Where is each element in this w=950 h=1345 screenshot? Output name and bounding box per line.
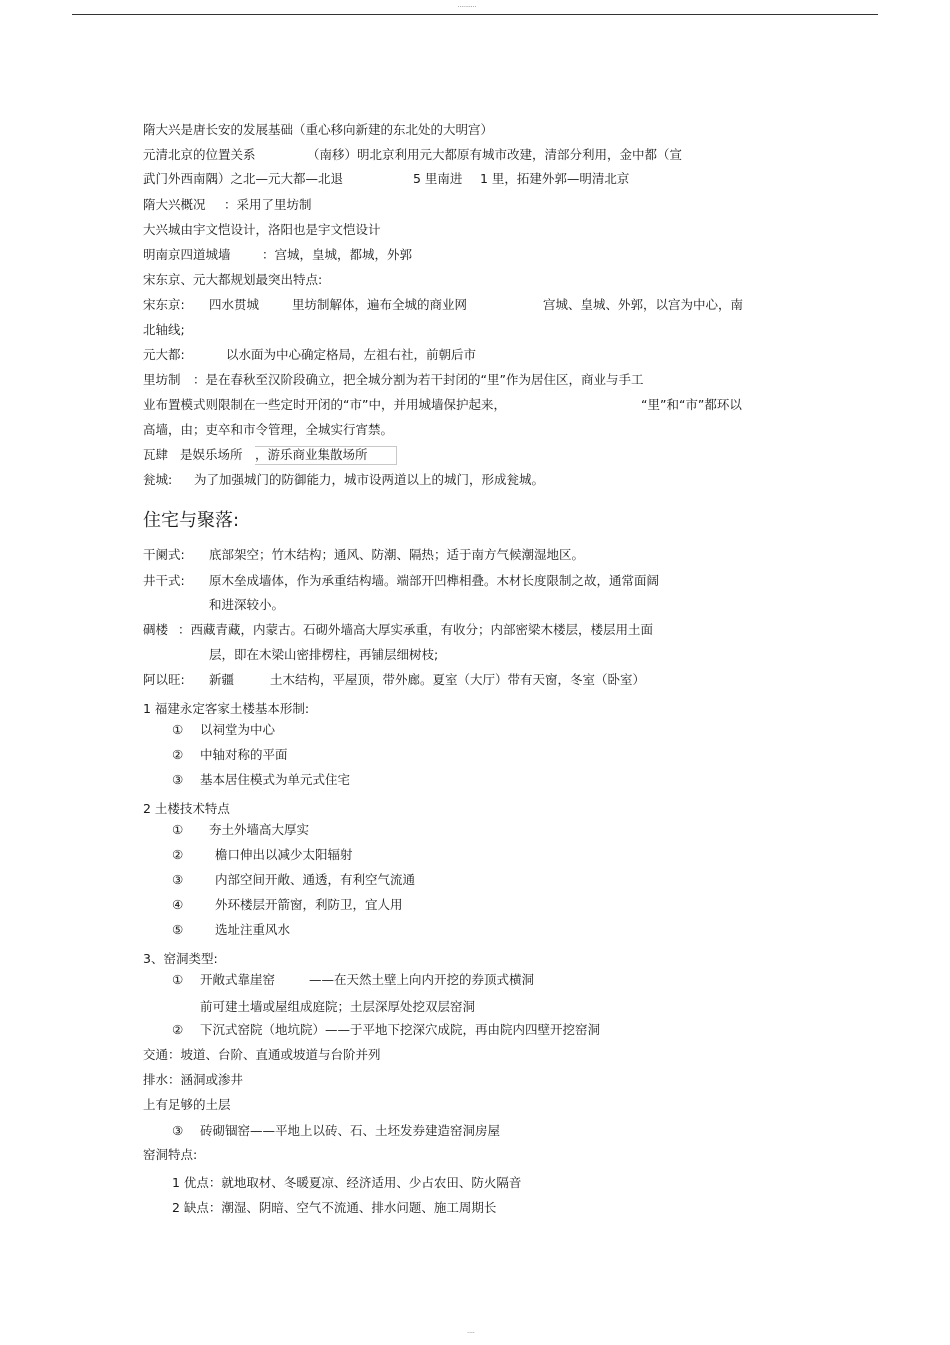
- list-item: 外环楼层开箭窗，利防卫，宜人用: [215, 897, 403, 912]
- list-marker: ②: [172, 847, 184, 862]
- list-marker: ①: [172, 822, 184, 837]
- list-item: 檐口伸出以减少太阳辐射: [215, 847, 353, 862]
- text-line: 1 福建永定客家土楼基本形制:: [143, 701, 310, 716]
- list-item: 开敞式靠崖窑: [200, 972, 276, 987]
- text-line: 元清北京的位置关系: [143, 147, 256, 162]
- list-marker: ③: [172, 872, 184, 887]
- text-line: 为了加强城门的防御能力，城市设两道以上的城门，形成瓮城。: [194, 472, 545, 487]
- text-line: 井干式:: [143, 573, 185, 588]
- text-line: 排水：涵洞或渗井: [143, 1072, 244, 1087]
- text-line: 碉楼: [143, 622, 169, 637]
- list-item: 前可建土墙或屋组成庭院；土层深厚处挖双层窑洞: [200, 999, 476, 1014]
- text-line: 大兴城由宇文恺设计，洛阳也是宇文恺设计: [143, 222, 381, 237]
- text-line: 底部架空；竹木结构；通风、防潮、隔热；适于南方气候潮湿地区。: [209, 547, 585, 562]
- text-line: ：采用了里坊制: [224, 197, 312, 212]
- text-line: 2 土楼技术特点: [143, 801, 230, 816]
- text-line: ：是在春秋至汉阶段确立，把全城分割为若干封闭的“里”作为居住区，商业与手工: [193, 372, 644, 387]
- text-line: 武门外西南隅）之北—元大都—北退: [143, 171, 344, 186]
- list-marker: ①: [172, 972, 184, 987]
- list-item: 基本居住模式为单元式住宅: [200, 772, 351, 787]
- text-line: 原木垒成墙体，作为承重结构墙。端部开凹榫相叠。木材长度限制之故，通常面阔: [209, 573, 660, 588]
- text-line: 明南京四道城墙: [143, 247, 231, 262]
- list-marker: ②: [172, 1022, 184, 1037]
- text-line: 隋大兴概况: [143, 197, 206, 212]
- text-line: ：西藏青藏，内蒙古。石砌外墙高大厚实承重，有收分；内部密梁木楼层，楼层用土面: [178, 622, 654, 637]
- text-line: 宫城、皇城、外郭，以宫为中心，南: [543, 297, 744, 312]
- text-line: 窑洞特点:: [143, 1147, 198, 1162]
- header-rule: [72, 14, 878, 15]
- text-line: 元大都:: [143, 347, 185, 362]
- text-line: 北轴线;: [143, 322, 185, 337]
- text-line: 是娱乐场所: [180, 447, 243, 462]
- list-item: 1 优点：就地取材、冬暖夏凉、经济适用、少占农田、防火隔音: [172, 1175, 522, 1190]
- list-item: 砖砌锢窑——平地上以砖、石、土坯发券建造窑洞房屋: [200, 1123, 501, 1138]
- list-item: 选址注重风水: [215, 922, 291, 937]
- text-line: 里坊制: [143, 372, 181, 387]
- text-line: ：宫城，皇城，都城，外郭: [262, 247, 413, 262]
- list-marker: ⑤: [172, 922, 184, 937]
- text-line: 业布置模式则限制在一些定时开闭的“市”中，并用城墙保护起来，: [143, 397, 506, 412]
- list-item: 下沉式窑院（地坑院）——于平地下挖深穴成院，再由院内四壁开挖窑洞: [200, 1022, 601, 1037]
- text-line: 里坊制解体，遍布全城的商业网: [292, 297, 468, 312]
- list-marker: ③: [172, 1123, 184, 1138]
- list-item: 内部空间开敞、通透，有利空气流通: [215, 872, 416, 887]
- list-marker: ②: [172, 747, 184, 762]
- text-line: 3、窑洞类型:: [143, 951, 218, 966]
- list-item: 以祠堂为中心: [200, 722, 276, 737]
- list-marker: ④: [172, 897, 184, 912]
- text-line: “里”和“市”都环以: [641, 397, 742, 412]
- text-line: 瓮城:: [143, 472, 173, 487]
- header-dots: ··········: [457, 4, 477, 11]
- text-line: 干阑式:: [143, 547, 185, 562]
- section-heading: 住宅与聚落:: [143, 510, 240, 531]
- footer-dots: ····: [467, 1330, 475, 1337]
- text-line: 隋大兴是唐长安的发展基础（重心移向新建的东北处的大明宫）: [143, 122, 494, 137]
- text-line: 和进深较小。: [209, 597, 285, 612]
- text-line: （南移）明北京利用元大都原有城市改建，清部分利用，金中都（宣: [307, 147, 683, 162]
- text-line: 层，即在木梁山密排楞柱，再铺层细树枝;: [209, 647, 439, 662]
- list-item: 2 缺点：潮湿、阴暗、空气不流通、排水问题、施工周期长: [172, 1200, 497, 1215]
- text-line: 瓦肆: [143, 447, 169, 462]
- text-line: ，游乐商业集散场所: [255, 446, 397, 465]
- text-line: 宋东京、元大都规划最突出特点:: [143, 272, 323, 287]
- text-line: 宋东京:: [143, 297, 185, 312]
- text-line: 1 里，拓建外郭—明清北京: [480, 171, 630, 186]
- text-line: 交通：坡道、台阶、直通或坡道与台阶并列: [143, 1047, 381, 1062]
- text-line: 新疆: [209, 672, 235, 687]
- text-line: 上有足够的土层: [143, 1097, 231, 1112]
- text-line: 阿以旺:: [143, 672, 185, 687]
- list-item: 夯土外墙高大厚实: [209, 822, 310, 837]
- text-line: 四水贯城: [209, 297, 260, 312]
- text-line: 土木结构，平屋顶，带外廊。夏室（大厅）带有天窗，冬室（卧室）: [270, 672, 646, 687]
- list-item: ——在天然土壁上向内开挖的券顶式横洞: [309, 972, 535, 987]
- list-item: 中轴对称的平面: [200, 747, 288, 762]
- text-line: 5 里南进: [413, 171, 463, 186]
- list-marker: ③: [172, 772, 184, 787]
- text-line: 高墙，由；吏卒和市令管理，全城实行宵禁。: [143, 422, 394, 437]
- list-marker: ①: [172, 722, 184, 737]
- text-line: 以水面为中心确定格局，左祖右社，前朝后市: [226, 347, 477, 362]
